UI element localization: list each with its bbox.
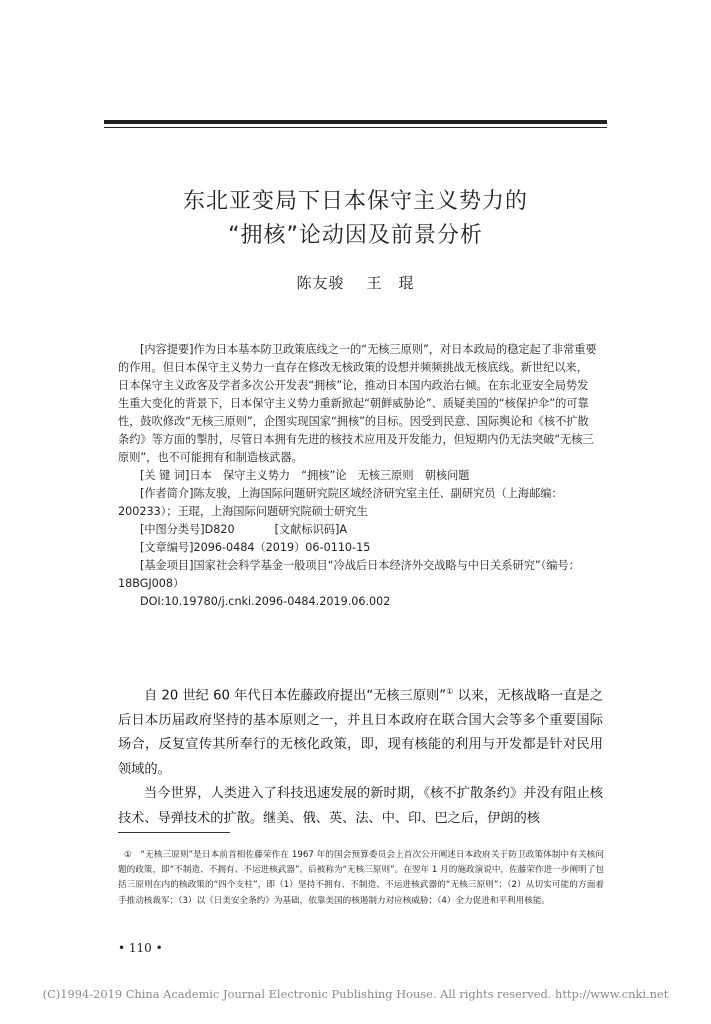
classification-label: [中图分类号] xyxy=(140,523,205,536)
article-number-label: [文章编号] xyxy=(140,541,194,554)
abstract-label: [内容提要] xyxy=(140,343,194,356)
footnote-divider xyxy=(118,832,230,833)
fund xyxy=(118,557,599,593)
article-number-value: 2096-0484（2019）06-0110-15 xyxy=(193,541,371,554)
article-metadata xyxy=(118,341,599,611)
article-number xyxy=(118,539,599,557)
classification xyxy=(118,521,599,539)
fund-text: 国家社会科学基金一般项目“冷战后日本经济外交战略与中日关系研究”（编号：18BGJ008） xyxy=(118,559,580,590)
author-names xyxy=(104,272,607,293)
article-title-line-1: 东北亚变局下日本保守主义势力的 xyxy=(182,189,528,214)
footnote xyxy=(118,848,604,909)
body-paragraph-1 xyxy=(118,680,603,782)
footnote-text: “无核三原则”是日本前首相佐藤荣作在 1967 年的国会预算委员会上首次公开阐述日本政府关于防卫政策体制中有关核问题的政策，即“不制造、不拥有、不运进核武器”，后被称为“无核三原则”。在翌年 1 月的施政演说中，佐藤荣作进一步阐明了包括三原则在内的核政策的“四个支柱”，即（1）坚持不拥有、不制造、不运进核武器的“无核三原则”；（2）从切实可能的方面着手推动核裁军；（3）以《日美安全条约》为基础，依靠美国的核遏制力对应核威胁；（4）全力促进和平利用核能。 xyxy=(118,850,604,906)
body-p1-after-note: 以来，无核战略一直是之后日本历届政府坚持的基本原则之一，并且日本政府在联合国大会等多个重要国际场合，反复宣传其所奉行的无核化政策，即，现有核能的利用与开发都是针对民用领域的。 xyxy=(118,688,603,777)
keywords-label: [关 键 词] xyxy=(140,469,190,482)
keywords xyxy=(118,467,599,485)
copyright-watermark: (C)1994-2019 China Academic Journal Electronic Publishing House. All rights reserved. http://www.cnki.net xyxy=(42,987,669,1001)
author-intro-text: 陈友骏，上海国际问题研究院区域经济研究室主任、副研究员（上海邮编：200233）；王琨，上海国际问题研究院硕士研究生 xyxy=(118,487,563,518)
footnote-reference[interactable]: ① xyxy=(446,687,454,696)
body-paragraph-2: 当今世界，人类进入了科技迅速发展的新时期，《核不扩散条约》并没有阻止核技术、导弹技术的扩散。继美、俄、英、法、中、印、巴之后，伊朗的核 xyxy=(118,786,603,826)
author-intro xyxy=(118,485,599,521)
abstract-text: 作为日本基本防卫政策底线之一的“无核三原则”，对日本政局的稳定起了非常重要的作用。但日本保守主义势力一直存在修改无核政策的设想并频频挑战无核底线。新世纪以来，日本保守主义政客及学者多次公开发表“拥核”论，推动日本国内政治右倾。在东北亚安全局势发生重大变化的背景下，日本保守主义势力重新掀起“朝鲜威胁论”、质疑美国的“核保护伞”的可靠性，鼓吹修改“无核三原则”，企图实现国家“拥核”的目标。因受到民意、国际舆论和《核不扩散条约》等方面的掣肘，尽管日本拥有先进的核技术应用及开发能力，但短期内仍无法突破“无核三原则”，也不可能拥有和制造核武器。 xyxy=(118,343,597,464)
doi: DOI:10.19780/j.cnki.2096-0484.2019.06.002 xyxy=(140,595,391,608)
doc-code-label: [文献标识码] xyxy=(274,523,340,536)
author-2: 王 琨 xyxy=(366,274,415,292)
fund-label: [基金项目] xyxy=(140,559,194,572)
abstract xyxy=(118,341,599,467)
header-rule-thin xyxy=(104,127,607,128)
body-p1-before-note: 自 20 世纪 60 年代日本佐藤政府提出“无核三原则” xyxy=(144,688,447,704)
author-intro-label: [作者简介] xyxy=(140,487,194,500)
page-number: • 110 • xyxy=(118,941,163,955)
keywords-text: 日本 保守主义势力 “拥核”论 无核三原则 朝核问题 xyxy=(189,469,470,482)
article-title-line-2: “拥核”论动因及前景分析 xyxy=(228,223,483,248)
main-body xyxy=(118,680,603,831)
classification-value: D820 xyxy=(204,523,235,536)
doc-code-value: A xyxy=(339,523,347,536)
footnote-mark: ① xyxy=(124,850,132,860)
header-rule-thick xyxy=(104,120,607,124)
author-1: 陈友骏 xyxy=(296,274,345,292)
